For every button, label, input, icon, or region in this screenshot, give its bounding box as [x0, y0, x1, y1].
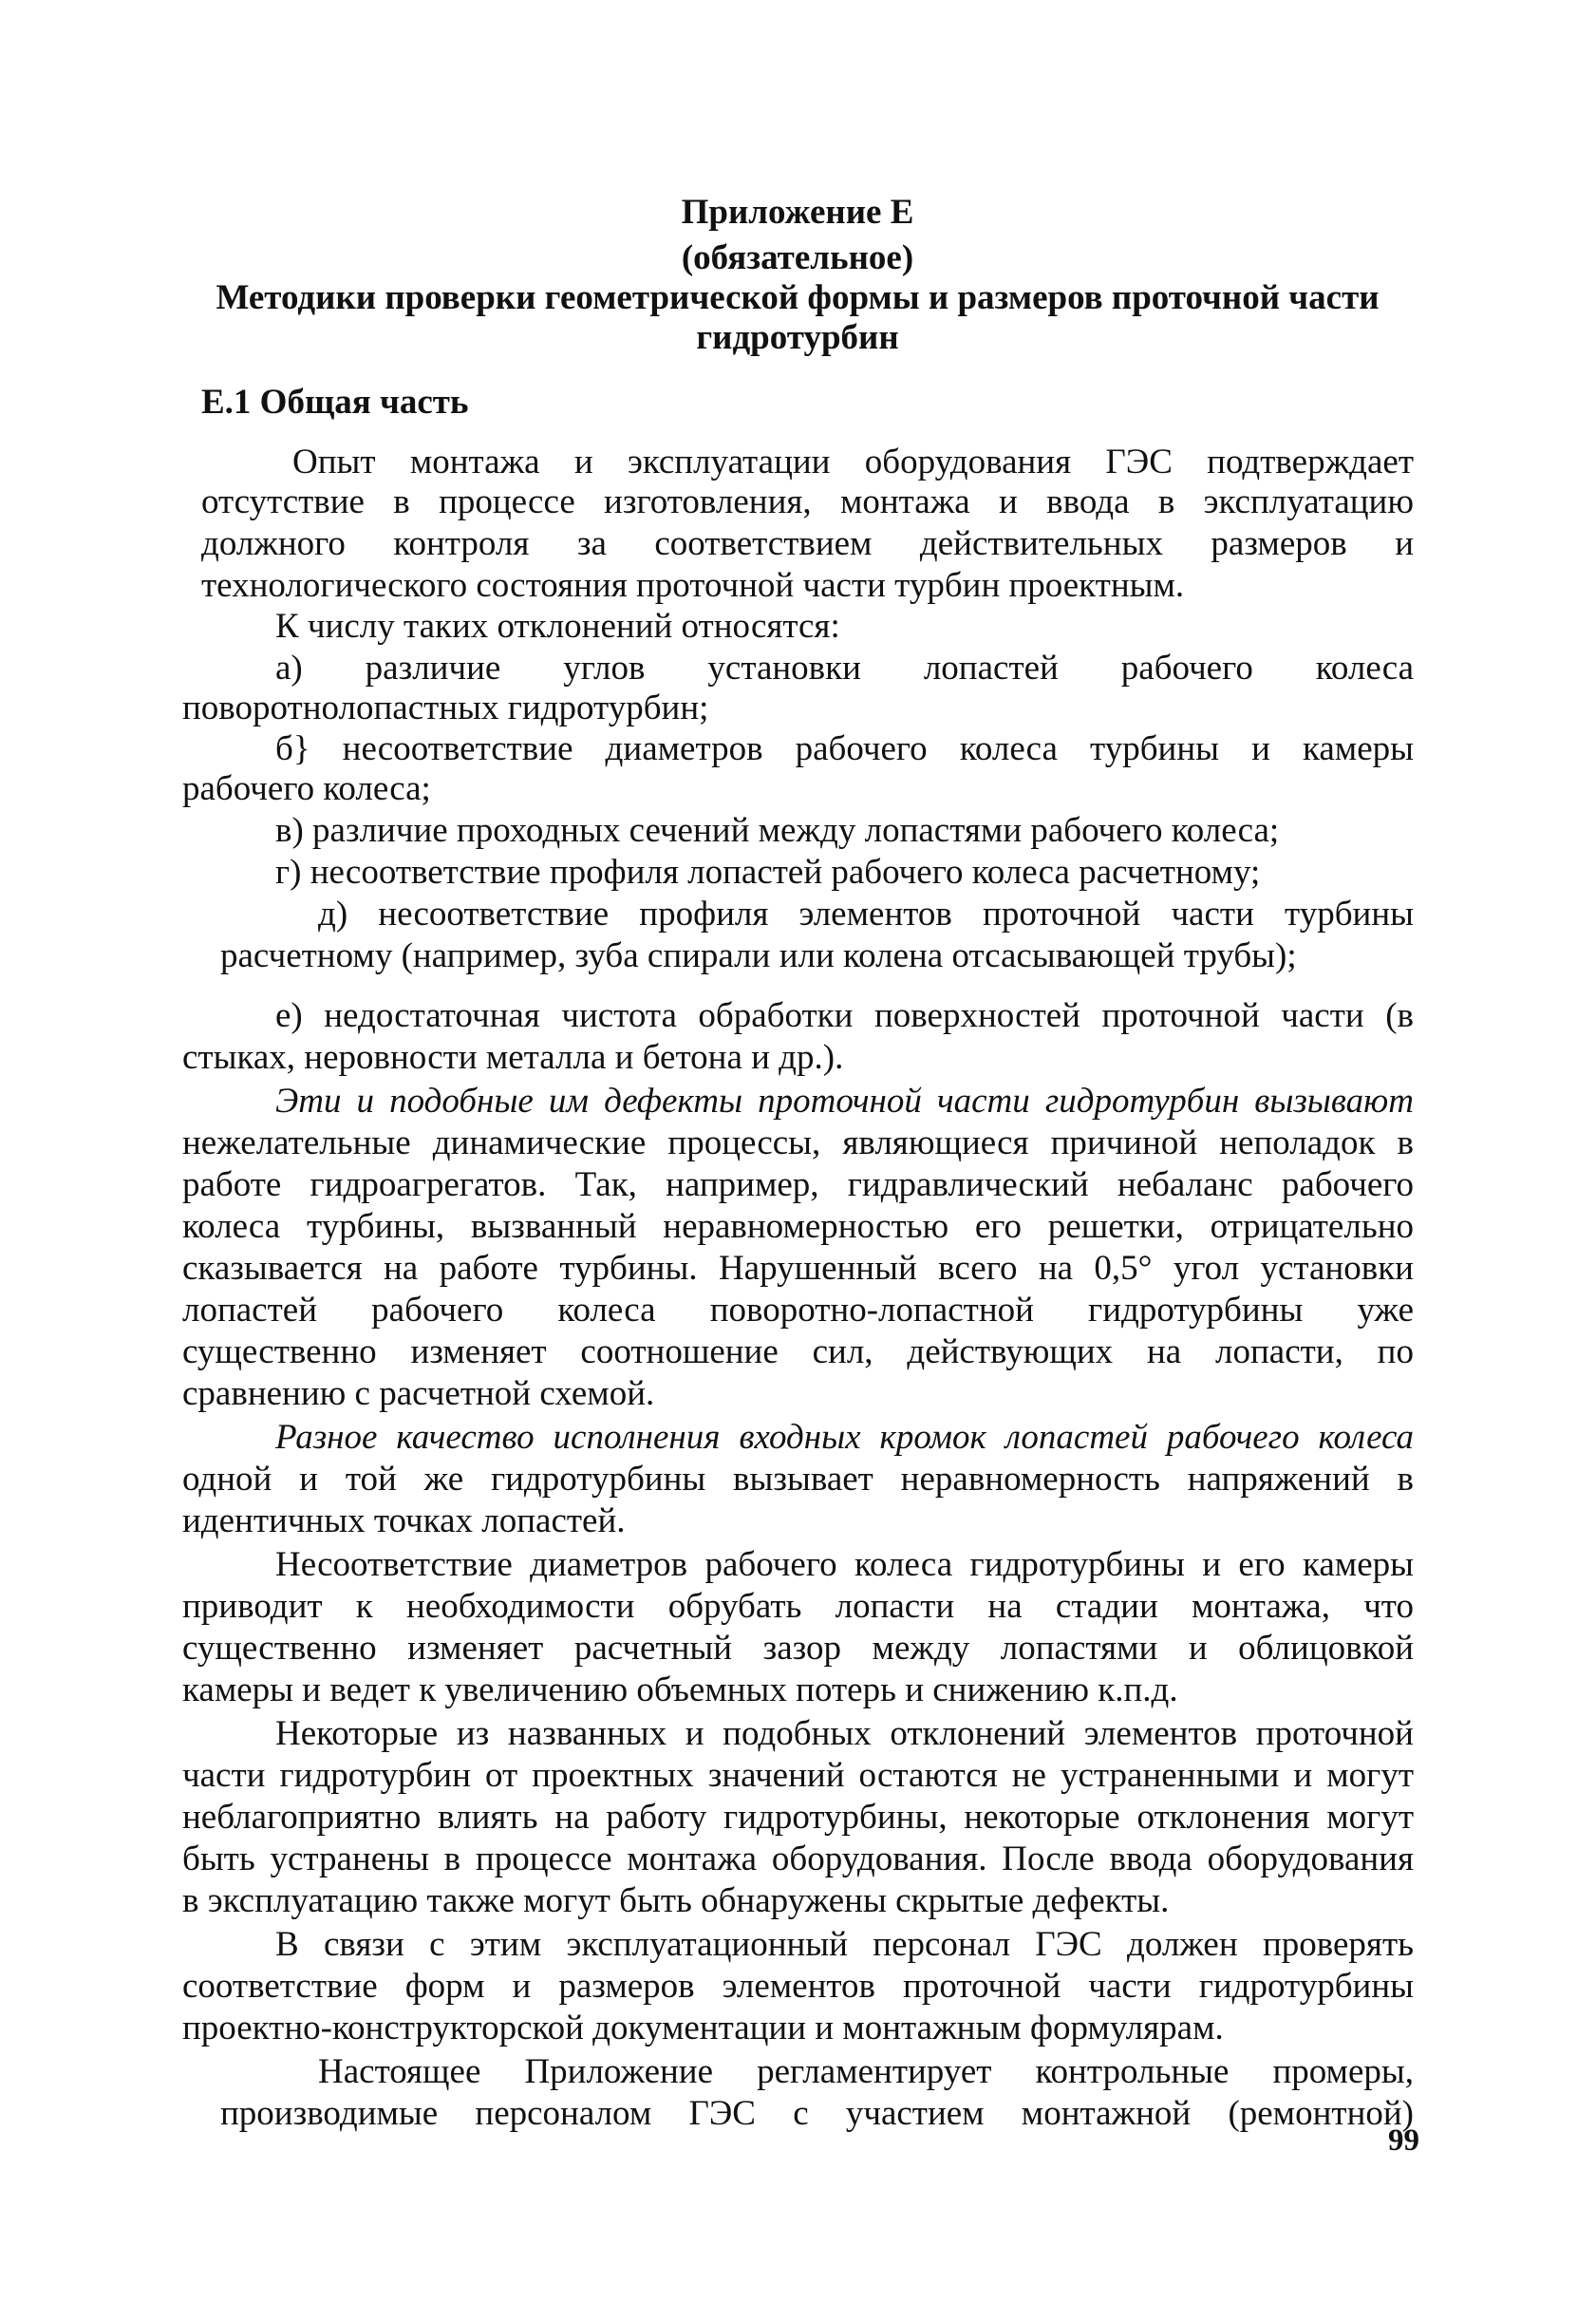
paragraph-line: одной и той же гидротурбины вызывает неравномерность напряжений в: [182, 1460, 1414, 1499]
paragraph-line: колеса турбины, вызванный неравномерностью его решетки, отрицательно: [182, 1207, 1414, 1246]
section-heading: Е.1 Общая часть: [201, 383, 469, 422]
paragraph-line: соответствие форм и размеров элементов проточной части гидротурбины: [182, 1967, 1414, 2006]
paragraph-line: должного контроля за соответствием действительных размеров и: [201, 524, 1414, 563]
paragraph-line: существенно изменяет соотношение сил, действующих на лопасти, по: [182, 1332, 1414, 1371]
paragraph-line: в эксплуатацию также могут быть обнаружены скрытые дефекты.: [182, 1881, 1170, 1920]
paragraph-line: нежелательные динамические процессы, являющиеся причиной неполадок в: [182, 1123, 1414, 1162]
list-item: г) несоответствие профиля лопастей рабочего колеса расчетному;: [275, 853, 1261, 892]
document-title: Методики проверки геометрической формы и размеров проточной части: [216, 278, 1380, 317]
paragraph-line: части гидротурбин от проектных значений остаются не устраненными и могут: [182, 1756, 1414, 1795]
paragraph-line: Опыт монтажа и эксплуатации оборудования ГЭС подтверждает: [292, 443, 1414, 481]
paragraph-line: отсутствие в процессе изготовления, монтажа и ввода в эксплуатацию: [201, 482, 1414, 521]
paragraph-line: Настоящее Приложение регламентирует контрольные промеры,: [318, 2052, 1414, 2091]
appendix-status: (обязательное): [681, 238, 914, 277]
paragraph-line: неблагоприятно влиять на работу гидротурбины, некоторые отклонения могут: [182, 1798, 1414, 1837]
list-item-continuation: рабочего колеса;: [182, 769, 431, 808]
paragraph-line: К числу таких отклонений относятся:: [275, 607, 840, 646]
list-item: е) недостаточная чистота обработки поверхностей проточной части (в: [275, 996, 1414, 1035]
paragraph-line: В связи с этим эксплуатационный персонал ГЭС должен проверять: [275, 1925, 1414, 1964]
list-item-continuation: поворотнолопастных гидротурбин;: [182, 689, 709, 727]
list-item: б} несоответствие диаметров рабочего колеса турбины и камеры: [275, 729, 1414, 768]
paragraph-line: технологического состояния проточной части турбин проектным.: [201, 566, 1185, 605]
page-number: 99: [1388, 2123, 1419, 2158]
list-item-continuation: стыках, неровности металла и бетона и др.).: [182, 1038, 844, 1077]
list-item: а) различие углов установки лопастей рабочего колеса: [275, 649, 1414, 688]
paragraph-line: Эти и подобные им дефекты проточной части гидротурбин вызывают: [275, 1082, 1414, 1121]
paragraph-line: сказывается на работе турбины. Нарушенный всего на 0,5° угол установки: [182, 1249, 1414, 1288]
paragraph-line: идентичных точках лопастей.: [182, 1501, 626, 1540]
list-item: д) несоответствие профиля элементов проточной части турбины: [318, 895, 1414, 934]
paragraph-line: приводит к необходимости обрубать лопасти на стадии монтажа, что: [182, 1587, 1414, 1626]
paragraph-line: лопастей рабочего колеса поворотно-лопастной гидротурбины уже: [182, 1291, 1414, 1330]
paragraph-line: Разное качество исполнения входных кромок лопастей рабочего колеса: [275, 1418, 1414, 1457]
paragraph-line: работе гидроагрегатов. Так, например, гидравлический небаланс рабочего: [182, 1165, 1414, 1204]
list-item-continuation: расчетному (например, зуба спирали или колена отсасывающей трубы);: [220, 936, 1297, 975]
paragraph-line: существенно изменяет расчетный зазор между лопастями и облицовкой: [182, 1629, 1414, 1668]
paragraph-line: сравнению с расчетной схемой.: [182, 1374, 655, 1413]
document-title-line2: гидротурбин: [696, 318, 899, 357]
paragraph-line: проектно-конструкторской документации и монтажным формулярам.: [182, 2009, 1224, 2047]
paragraph-line: Несоответствие диаметров рабочего колеса гидротурбины и его камеры: [275, 1545, 1414, 1584]
paragraph-line: быть устранены в процессе монтажа оборудования. После ввода оборудования: [182, 1840, 1414, 1878]
paragraph-line: производимые персоналом ГЭС с участием монтажной (ремонтной): [220, 2094, 1414, 2133]
paragraph-line: Некоторые из названных и подобных отклонений элементов проточной: [275, 1714, 1414, 1753]
appendix-title: Приложение Е: [681, 193, 914, 232]
list-item: в) различие проходных сечений между лопастями рабочего колеса;: [275, 811, 1280, 850]
paragraph-line: камеры и ведет к увеличению объемных потерь и снижению к.п.д.: [182, 1670, 1178, 1709]
